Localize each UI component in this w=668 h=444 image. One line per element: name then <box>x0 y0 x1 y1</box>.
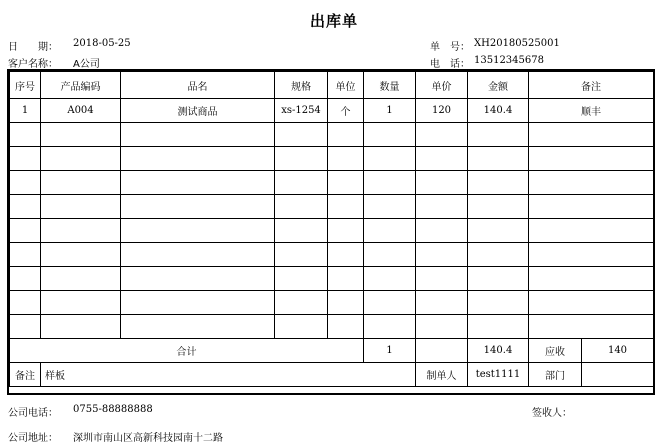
table-cell-unit <box>328 171 364 195</box>
table-cell-unit-price <box>416 243 468 267</box>
table-cell-index <box>10 267 41 291</box>
table-cell-remark <box>529 315 654 339</box>
table-cell-spec <box>275 147 328 171</box>
table-cell-quantity <box>364 267 416 291</box>
table-cell-spec <box>275 243 328 267</box>
table-cell-product-name <box>121 267 275 291</box>
table-cell-product-name <box>121 171 275 195</box>
table-cell-product-name <box>121 195 275 219</box>
total-label: 合计 <box>10 339 364 363</box>
date-label: 日 期： <box>8 42 58 53</box>
items-table <box>9 71 654 387</box>
table-cell-remark <box>529 171 654 195</box>
dept-cell <box>529 363 654 387</box>
total-blank <box>416 339 468 363</box>
table-row <box>10 99 654 123</box>
table-cell-spec <box>275 219 328 243</box>
table-cell-product-code <box>41 195 121 219</box>
customer-value: A公司 <box>73 59 100 70</box>
company-address-value: 深圳市南山区高新科技园南十二路 <box>73 433 223 444</box>
column-header-unit-price: 单价 <box>416 72 468 99</box>
table-cell-unit-price <box>416 219 468 243</box>
order-number-label: 单 号： <box>430 42 470 53</box>
table-cell-product-name <box>121 315 275 339</box>
column-header-product-name: 品名 <box>121 72 275 99</box>
dept-value <box>582 363 653 386</box>
signer-label: 签收人： <box>532 408 572 419</box>
table-cell-product-code: A004 <box>41 99 121 123</box>
table-cell-index <box>10 147 41 171</box>
table-cell-amount <box>468 267 529 291</box>
dept-label: 部门 <box>529 363 582 386</box>
table-cell-unit <box>328 219 364 243</box>
table-cell-index <box>10 291 41 315</box>
table-cell-spec: xs-1254 <box>275 99 328 123</box>
table-cell-remark <box>529 123 654 147</box>
table-cell-index <box>10 243 41 267</box>
column-header-index: 序号 <box>10 72 41 99</box>
table-cell-index <box>10 123 41 147</box>
customer-label: 客户名称： <box>8 59 58 70</box>
table-cell-quantity <box>364 291 416 315</box>
table-cell-amount <box>468 219 529 243</box>
table-cell-unit: 个 <box>328 99 364 123</box>
table-cell-product-code <box>41 243 121 267</box>
table-cell-quantity <box>364 123 416 147</box>
receivable-cell <box>529 339 654 363</box>
total-amount: 140.4 <box>468 339 529 363</box>
table-cell-quantity: 1 <box>364 99 416 123</box>
table-row <box>10 123 654 147</box>
table-cell-product-name <box>121 123 275 147</box>
table-cell-quantity <box>364 219 416 243</box>
table-cell-remark <box>529 291 654 315</box>
table-cell-amount <box>468 291 529 315</box>
table-cell-product-name <box>121 219 275 243</box>
table-cell-remark <box>529 243 654 267</box>
table-cell-index: 1 <box>10 99 41 123</box>
table-cell-unit-price <box>416 147 468 171</box>
total-quantity: 1 <box>364 339 416 363</box>
delivery-sheet <box>7 69 655 395</box>
table-cell-product-name <box>121 291 275 315</box>
table-cell-unit <box>328 315 364 339</box>
table-cell-unit-price <box>416 171 468 195</box>
company-address-label: 公司地址： <box>8 433 58 444</box>
table-cell-unit <box>328 267 364 291</box>
table-cell-spec <box>275 267 328 291</box>
table-cell-unit-price <box>416 267 468 291</box>
table-cell-unit-price <box>416 315 468 339</box>
table-cell-product-name <box>121 147 275 171</box>
note-value: 样板 <box>41 363 416 387</box>
page-title: 出库单 <box>309 12 358 30</box>
table-cell-product-name: 测试商品 <box>121 99 275 123</box>
table-row <box>10 219 654 243</box>
table-cell-amount <box>468 195 529 219</box>
table-row <box>10 267 654 291</box>
table-cell-amount <box>468 171 529 195</box>
table-cell-amount <box>468 147 529 171</box>
total-row <box>10 339 654 363</box>
table-cell-spec <box>275 171 328 195</box>
table-row <box>10 195 654 219</box>
table-header-row <box>10 72 654 99</box>
table-cell-remark: 顺丰 <box>529 99 654 123</box>
table-cell-unit <box>328 123 364 147</box>
column-header-product-code: 产品编码 <box>41 72 121 99</box>
table-cell-amount <box>468 243 529 267</box>
table-cell-remark <box>529 147 654 171</box>
table-row <box>10 243 654 267</box>
table-cell-quantity <box>364 315 416 339</box>
receivable-value: 140 <box>607 345 628 356</box>
order-number-value: XH20180525001 <box>474 38 560 49</box>
table-cell-index <box>10 171 41 195</box>
phone-label: 电 话： <box>430 59 470 70</box>
table-cell-unit <box>328 147 364 171</box>
date-value: 2018-05-25 <box>73 38 131 49</box>
table-cell-product-code <box>41 315 121 339</box>
column-header-spec: 规格 <box>275 72 328 99</box>
table-cell-index <box>10 195 41 219</box>
table-cell-unit-price <box>416 123 468 147</box>
table-cell-spec <box>275 315 328 339</box>
table-cell-product-name <box>121 243 275 267</box>
table-cell-product-code <box>41 291 121 315</box>
table-cell-spec <box>275 291 328 315</box>
table-cell-product-code <box>41 267 121 291</box>
table-cell-index <box>10 315 41 339</box>
table-cell-remark <box>529 195 654 219</box>
table-cell-unit <box>328 195 364 219</box>
column-header-remark: 备注 <box>529 72 654 99</box>
table-row <box>10 171 654 195</box>
table-cell-amount <box>468 315 529 339</box>
table-cell-unit-price: 120 <box>416 99 468 123</box>
table-cell-unit-price <box>416 195 468 219</box>
table-cell-quantity <box>364 147 416 171</box>
table-cell-remark <box>529 219 654 243</box>
note-row <box>10 363 654 387</box>
phone-value: 13512345678 <box>474 55 544 66</box>
table-cell-product-code <box>41 123 121 147</box>
receivable-label: 应收 <box>529 339 582 362</box>
maker-value: test1111 <box>468 363 529 387</box>
table-row <box>10 147 654 171</box>
table-cell-quantity <box>364 171 416 195</box>
table-cell-index <box>10 219 41 243</box>
table-cell-unit <box>328 291 364 315</box>
table-cell-product-code <box>41 147 121 171</box>
table-cell-unit <box>328 243 364 267</box>
table-cell-spec <box>275 123 328 147</box>
column-header-unit: 单位 <box>328 72 364 99</box>
table-cell-quantity <box>364 243 416 267</box>
column-header-quantity: 数量 <box>364 72 416 99</box>
company-phone-label: 公司电话： <box>8 408 58 419</box>
table-cell-spec <box>275 195 328 219</box>
maker-label: 制单人 <box>416 363 468 387</box>
table-row <box>10 291 654 315</box>
table-row <box>10 315 654 339</box>
table-cell-unit-price <box>416 291 468 315</box>
table-cell-amount: 140.4 <box>468 99 529 123</box>
company-phone-value: 0755-88888888 <box>73 404 153 415</box>
table-cell-remark <box>529 267 654 291</box>
table-cell-amount <box>468 123 529 147</box>
column-header-amount: 金额 <box>468 72 529 99</box>
table-cell-quantity <box>364 195 416 219</box>
table-cell-product-code <box>41 219 121 243</box>
table-cell-product-code <box>41 171 121 195</box>
note-label: 备注 <box>10 363 41 387</box>
